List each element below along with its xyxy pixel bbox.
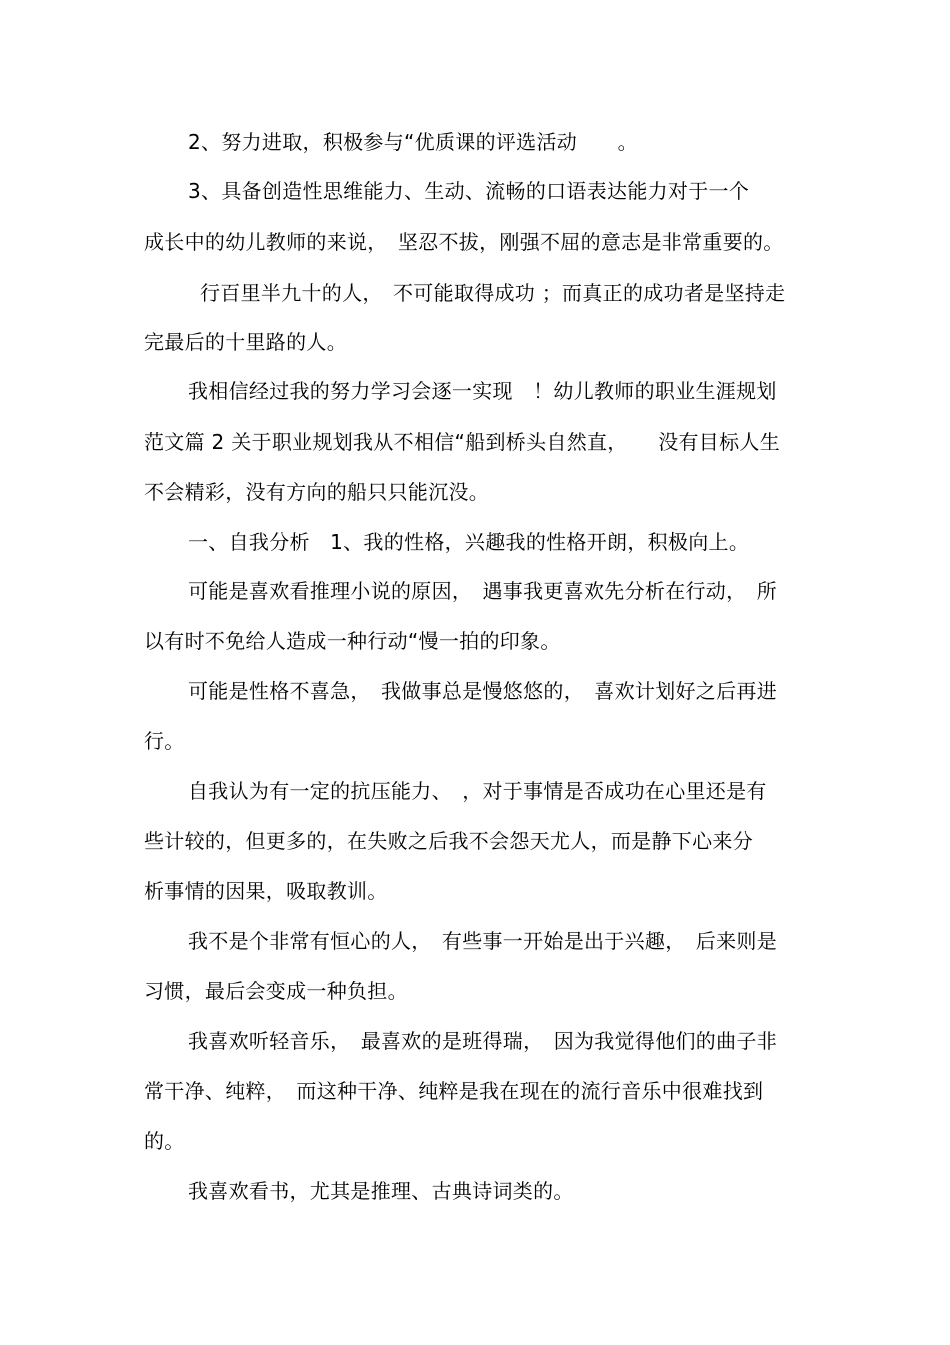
text-line-18: 习惯，最后会变成一种负担。: [144, 979, 408, 1003]
text-line-15: 些计较的，但更多的，在失败之后我不会怨天尤人，而是静下心来分: [144, 829, 753, 853]
text-line-10: 可能是喜欢看推理小说的原因， 遇事我更喜欢先分析在行动， 所: [188, 579, 777, 603]
text-line-19: 我喜欢听轻音乐， 最喜欢的是班得瑞， 因为我觉得他们的曲子非: [188, 1029, 777, 1053]
text-line-12: 可能是性格不喜急， 我做事总是慢悠悠的， 喜欢计划好之后再进: [188, 679, 777, 703]
text-line-17: 我不是个非常有恒心的人， 有些事一开始是出于兴趣， 后来则是: [188, 929, 777, 953]
text-line-13: 行。: [144, 729, 185, 753]
text-line-9: 一、自我分析 1、我的性格，兴趣我的性格开朗，积极向上。: [188, 530, 750, 554]
text-line-7: 范文篇 2 关于职业规划我从不相信“船到桥头自然直， 没有目标人生: [144, 430, 780, 454]
text-line-8: 不会精彩，没有方向的船只只能沉没。: [144, 480, 490, 504]
text-line-21: 的。: [144, 1129, 185, 1153]
text-line-16: 析事情的因果，吸取教训。: [144, 879, 388, 903]
text-line-22: 我喜欢看书，尤其是推理、古典诗词类的。: [188, 1179, 574, 1203]
text-line-14: 自我认为有一定的抗压能力、 ，对于事情是否成功在心里还是有: [188, 779, 767, 803]
text-line-3: 成长中的幼儿教师的来说， 坚忍不拔，刚强不屈的意志是非常重要的。: [144, 230, 784, 254]
text-line-20: 常干净、纯粹， 而这种干净、纯粹是我在现在的流行音乐中很难找到: [144, 1079, 764, 1103]
text-line-2: 3、具备创造性思维能力、生动、流畅的口语表达能力对于一个: [188, 179, 750, 203]
text-line-4: 行百里半九十的人， 不可能取得成功 ；而真正的成功者是坚持走: [200, 281, 786, 305]
text-line-6: 我相信经过我的努力学习会逐一实现 ！幼儿教师的职业生涯规划: [188, 379, 777, 403]
text-line-1: 2、努力进取，积极参与“优质课的评选活动 。: [188, 130, 638, 154]
text-line-11: 以有时不免给人造成一种行动“慢一拍的印象。: [144, 629, 561, 653]
text-line-5: 完最后的十里路的人。: [144, 330, 347, 354]
